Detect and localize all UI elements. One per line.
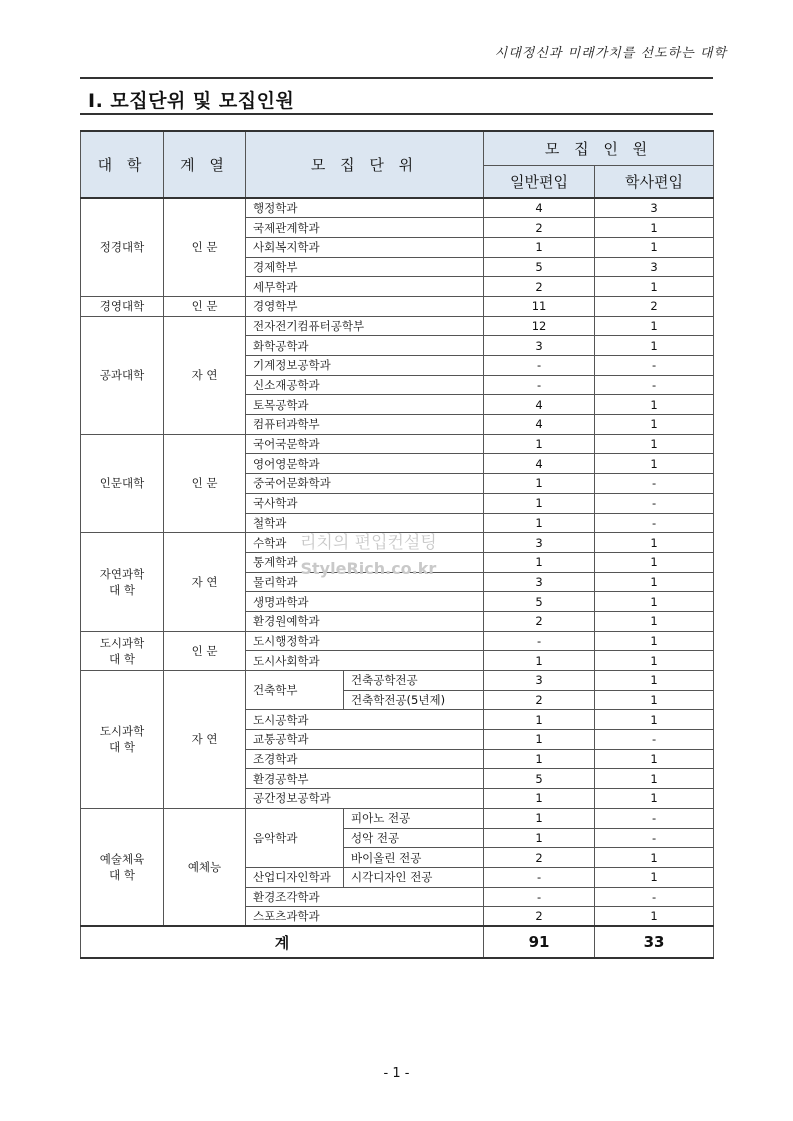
bachelor-quota-cell: 1 xyxy=(595,572,714,592)
unit-name-cell: 행정학과 xyxy=(246,198,484,218)
unit-name-cell: 경제학부 xyxy=(246,257,484,277)
bachelor-quota-cell: 1 xyxy=(595,395,714,415)
table-row xyxy=(81,671,714,691)
unit-name-cell: 통계학과 xyxy=(246,552,484,572)
unit-name-cell: 화학공학과 xyxy=(246,336,484,356)
unit-name-cell: 스포츠과학과 xyxy=(246,907,484,927)
bachelor-quota-cell: 1 xyxy=(595,277,714,297)
bachelor-quota-cell: - xyxy=(595,887,714,907)
bachelor-quota-cell: 1 xyxy=(595,867,714,887)
general-quota-cell: 1 xyxy=(484,651,595,671)
unit-name-cell: 물리학과 xyxy=(246,572,484,592)
general-quota-cell: 4 xyxy=(484,415,595,435)
general-quota-cell: - xyxy=(484,375,595,395)
total-general: 91 xyxy=(484,926,595,958)
header-unit: 모 집 단 위 xyxy=(246,131,484,198)
unit-name-cell: 신소재공학과 xyxy=(246,375,484,395)
college-cell: 도시과학 대 학 xyxy=(81,671,164,809)
general-quota-cell: 5 xyxy=(484,769,595,789)
unit-name-cell: 전자전기컴퓨터공학부 xyxy=(246,316,484,336)
header-field: 계 열 xyxy=(164,131,246,198)
watermark-url: StyleRich.co.kr xyxy=(300,559,437,578)
total-bachelor: 33 xyxy=(595,926,714,958)
general-quota-cell: 3 xyxy=(484,671,595,691)
bachelor-quota-cell: 1 xyxy=(595,415,714,435)
header-quota: 모 집 인 원 xyxy=(484,131,714,165)
unit-name-cell: 산업디자인학과 xyxy=(246,867,344,887)
unit-name-cell: 건축학부 xyxy=(246,671,344,710)
general-quota-cell: 2 xyxy=(484,218,595,238)
bachelor-quota-cell: - xyxy=(595,828,714,848)
bachelor-quota-cell: 1 xyxy=(595,690,714,710)
page-number: - 1 - xyxy=(383,1066,410,1081)
college-cell: 경영대학 xyxy=(81,296,164,316)
major-cell: 성악 전공 xyxy=(344,828,484,848)
field-cell: 인 문 xyxy=(164,631,246,670)
field-cell: 자 연 xyxy=(164,671,246,809)
bachelor-quota-cell: - xyxy=(595,493,714,513)
college-cell: 정경대학 xyxy=(81,198,164,296)
general-quota-cell: 2 xyxy=(484,848,595,868)
unit-name-cell: 도시사회학과 xyxy=(246,651,484,671)
total-row xyxy=(81,926,714,958)
unit-name-cell: 환경공학부 xyxy=(246,769,484,789)
recruitment-table xyxy=(80,130,714,959)
unit-name-cell: 환경원예학과 xyxy=(246,611,484,631)
unit-name-cell: 환경조각학과 xyxy=(246,887,484,907)
unit-name-cell: 수학과 xyxy=(246,533,484,553)
major-cell: 바이올린 전공 xyxy=(344,848,484,868)
bachelor-quota-cell: 1 xyxy=(595,316,714,336)
major-cell: 시각디자인 전공 xyxy=(344,867,484,887)
bachelor-quota-cell: 1 xyxy=(595,848,714,868)
table-row xyxy=(81,434,714,454)
general-quota-cell: 2 xyxy=(484,690,595,710)
general-quota-cell: 4 xyxy=(484,454,595,474)
bachelor-quota-cell: 1 xyxy=(595,907,714,927)
unit-name-cell: 조경학과 xyxy=(246,749,484,769)
field-cell: 예체능 xyxy=(164,808,246,926)
bachelor-quota-cell: 1 xyxy=(595,611,714,631)
general-quota-cell: 1 xyxy=(484,493,595,513)
unit-name-cell: 세무학과 xyxy=(246,277,484,297)
general-quota-cell: 5 xyxy=(484,592,595,612)
bachelor-quota-cell: 1 xyxy=(595,769,714,789)
field-cell: 인 문 xyxy=(164,198,246,296)
bachelor-quota-cell: 1 xyxy=(595,336,714,356)
unit-name-cell: 컴퓨터과학부 xyxy=(246,415,484,435)
unit-name-cell: 국제관계학과 xyxy=(246,218,484,238)
header-bachelor: 학사편입 xyxy=(595,165,714,198)
field-cell: 자 연 xyxy=(164,316,246,434)
header-general: 일반편입 xyxy=(484,165,595,198)
table-row xyxy=(81,533,714,553)
unit-name-cell: 토목공학과 xyxy=(246,395,484,415)
unit-name-cell: 국사학과 xyxy=(246,493,484,513)
bachelor-quota-cell: - xyxy=(595,730,714,750)
general-quota-cell: 1 xyxy=(484,710,595,730)
unit-name-cell: 교통공학과 xyxy=(246,730,484,750)
total-label: 계 xyxy=(81,926,484,958)
college-cell: 예술체육 대 학 xyxy=(81,808,164,926)
bachelor-quota-cell: 1 xyxy=(595,789,714,809)
general-quota-cell: 11 xyxy=(484,296,595,316)
general-quota-cell: 2 xyxy=(484,907,595,927)
general-quota-cell: 1 xyxy=(484,808,595,828)
unit-name-cell: 철학과 xyxy=(246,513,484,533)
unit-name-cell: 기계정보공학과 xyxy=(246,356,484,376)
college-cell: 공과대학 xyxy=(81,316,164,434)
bachelor-quota-cell: 1 xyxy=(595,749,714,769)
general-quota-cell: 3 xyxy=(484,336,595,356)
table-body xyxy=(81,198,714,926)
major-cell: 건축학전공(5년제) xyxy=(344,690,484,710)
bachelor-quota-cell: 1 xyxy=(595,710,714,730)
top-rule xyxy=(80,77,713,79)
heading-rule xyxy=(80,113,713,115)
bachelor-quota-cell: 1 xyxy=(595,533,714,553)
general-quota-cell: 1 xyxy=(484,474,595,494)
general-quota-cell: 3 xyxy=(484,533,595,553)
field-cell: 인 문 xyxy=(164,296,246,316)
table-row xyxy=(81,296,714,316)
bachelor-quota-cell: 3 xyxy=(595,257,714,277)
unit-name-cell: 국어국문학과 xyxy=(246,434,484,454)
bachelor-quota-cell: - xyxy=(595,474,714,494)
bachelor-quota-cell: - xyxy=(595,356,714,376)
general-quota-cell: - xyxy=(484,887,595,907)
bachelor-quota-cell: - xyxy=(595,808,714,828)
bachelor-quota-cell: 1 xyxy=(595,218,714,238)
college-cell: 도시과학 대 학 xyxy=(81,631,164,670)
bachelor-quota-cell: - xyxy=(595,513,714,533)
general-quota-cell: 12 xyxy=(484,316,595,336)
bachelor-quota-cell: 1 xyxy=(595,552,714,572)
bachelor-quota-cell: 3 xyxy=(595,198,714,218)
unit-name-cell: 중국어문화학과 xyxy=(246,474,484,494)
general-quota-cell: 1 xyxy=(484,237,595,257)
general-quota-cell: 1 xyxy=(484,513,595,533)
table-row xyxy=(81,198,714,218)
general-quota-cell: - xyxy=(484,867,595,887)
unit-name-cell: 영어영문학과 xyxy=(246,454,484,474)
bachelor-quota-cell: 1 xyxy=(595,592,714,612)
general-quota-cell: 2 xyxy=(484,277,595,297)
bachelor-quota-cell: 2 xyxy=(595,296,714,316)
table-row xyxy=(81,316,714,336)
general-quota-cell: 1 xyxy=(484,789,595,809)
header-college: 대 학 xyxy=(81,131,164,198)
section-heading: Ⅰ. 모집단위 및 모집인원 xyxy=(88,90,295,112)
unit-name-cell: 사회복지학과 xyxy=(246,237,484,257)
general-quota-cell: 4 xyxy=(484,395,595,415)
field-cell: 자 연 xyxy=(164,533,246,631)
general-quota-cell: 5 xyxy=(484,257,595,277)
field-cell: 인 문 xyxy=(164,434,246,532)
slogan: 시대정신과 미래가치를 선도하는 대학 xyxy=(494,46,727,61)
general-quota-cell: 1 xyxy=(484,730,595,750)
general-quota-cell: 2 xyxy=(484,611,595,631)
general-quota-cell: 4 xyxy=(484,198,595,218)
unit-name-cell: 경영학부 xyxy=(246,296,484,316)
general-quota-cell: - xyxy=(484,631,595,651)
bachelor-quota-cell: - xyxy=(595,375,714,395)
watermark-title: 리치의 편입컨설팅 xyxy=(300,533,437,553)
general-quota-cell: - xyxy=(484,356,595,376)
college-cell: 자연과학 대 학 xyxy=(81,533,164,631)
bachelor-quota-cell: 1 xyxy=(595,651,714,671)
general-quota-cell: 1 xyxy=(484,828,595,848)
table-row xyxy=(81,631,714,651)
unit-name-cell: 음악학과 xyxy=(246,808,344,867)
college-cell: 인문대학 xyxy=(81,434,164,532)
unit-name-cell: 도시행정학과 xyxy=(246,631,484,651)
bachelor-quota-cell: 1 xyxy=(595,671,714,691)
bachelor-quota-cell: 1 xyxy=(595,454,714,474)
major-cell: 피아노 전공 xyxy=(344,808,484,828)
unit-name-cell: 공간정보공학과 xyxy=(246,789,484,809)
general-quota-cell: 3 xyxy=(484,572,595,592)
table-row xyxy=(81,808,714,828)
bachelor-quota-cell: 1 xyxy=(595,237,714,257)
general-quota-cell: 1 xyxy=(484,749,595,769)
general-quota-cell: 1 xyxy=(484,552,595,572)
unit-name-cell: 도시공학과 xyxy=(246,710,484,730)
bachelor-quota-cell: 1 xyxy=(595,434,714,454)
bachelor-quota-cell: 1 xyxy=(595,631,714,651)
unit-name-cell: 생명과학과 xyxy=(246,592,484,612)
general-quota-cell: 1 xyxy=(484,434,595,454)
major-cell: 건축공학전공 xyxy=(344,671,484,691)
